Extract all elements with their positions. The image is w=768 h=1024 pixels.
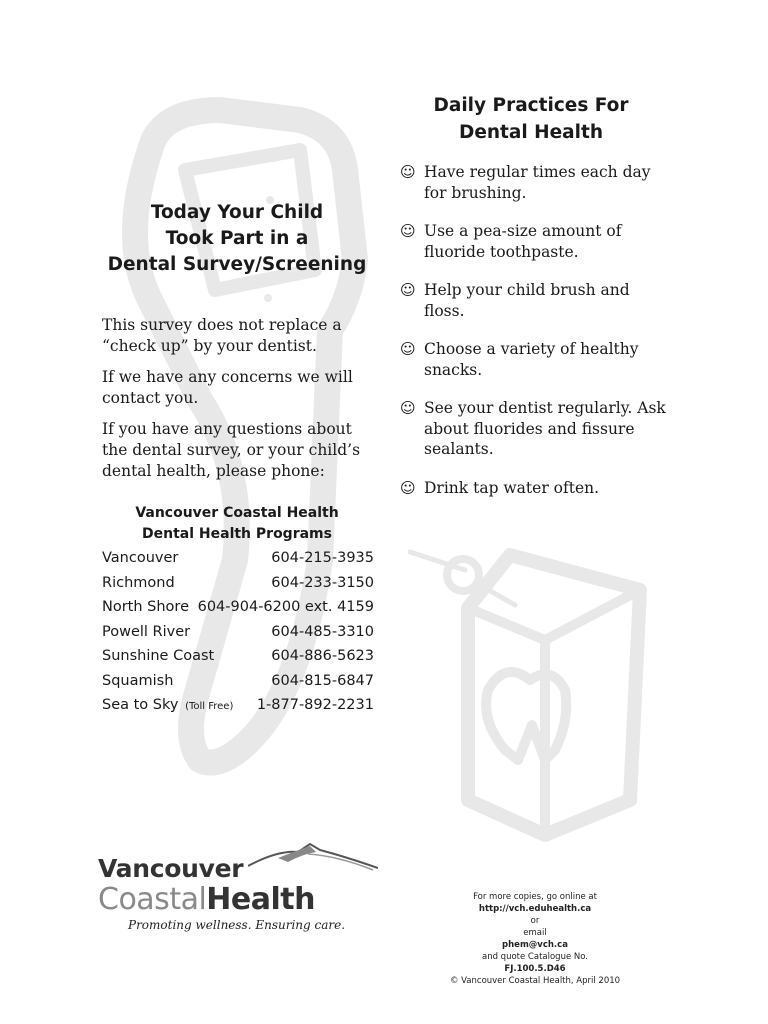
phone-location: North Shore [102,599,189,615]
footer-text: or [530,916,540,926]
logo-health: Health [206,882,315,917]
practice-text: Choose a variety of healthy snacks. [424,340,639,379]
footer-text: and quote Catalogue No. [481,952,588,962]
logo-tagline: Promoting wellness. Ensuring care. [128,918,346,932]
smiley-icon: ☺ [400,399,416,417]
footer-line-copies [380,891,690,927]
footer-text: email [523,928,547,938]
logo-wordmark-bottom [98,882,315,917]
organization-heading [96,503,378,545]
smiley-icon: ☺ [400,478,416,497]
smiley-icon: ☺ [400,222,416,240]
phone-row [102,673,374,698]
floss-box-icon [410,552,640,835]
phone-number: 604-904-6200 ext. 4159 [197,599,374,615]
smiley-icon: ☺ [400,340,416,358]
survey-title [96,200,378,278]
footer-info [380,891,690,987]
practice-text: See your dentist regularly. Ask about fluorides and fissure sealants. [424,399,666,458]
practice-text: Drink tap water often. [424,478,600,497]
practice-item [400,398,675,460]
phone-location: Sunshine Coast [102,648,215,664]
phone-location [102,697,233,713]
footer-line-email [380,927,690,975]
vch-logo [98,838,378,938]
practices-title [400,92,662,146]
phone-location: Richmond [102,574,175,591]
phone-row [102,550,374,575]
mountain-icon [248,838,378,878]
practice-item [400,162,675,203]
practices-title-line: Daily Practices For [433,95,629,116]
paragraph-concerns: If we have any concerns we will contact you. [102,368,353,407]
phone-number: 604-886-5623 [271,648,374,664]
phone-location-name: Sea to Sky [102,697,179,713]
phone-row [102,575,374,600]
survey-title-line: Took Part in a [165,228,309,249]
logo-coastal: Coastal [98,882,207,917]
smiley-icon: ☺ [400,281,416,299]
practice-item [400,221,675,262]
practices-list [400,162,675,516]
footer-url: http://vch.eduhealth.ca [478,904,592,914]
practice-item [400,339,675,380]
practice-text: Have regular times each day for brushing. [424,163,651,202]
survey-title-line: Today Your Child [150,202,324,223]
footer-email: phem@vch.ca [502,940,568,950]
practices-title-line: Dental Health [458,122,604,143]
phone-number: 604-485-3310 [271,623,374,640]
phone-location: Powell River [102,623,191,640]
practice-item [400,478,675,499]
paragraph-checkup: This survey does not replace a “check up” by your dentist. [102,316,342,355]
phone-row [102,648,374,673]
phone-location: Vancouver [102,550,179,566]
survey-paragraphs [102,315,380,492]
footer-catalogue: FJ.100.5.D46 [504,964,566,974]
phone-list [102,550,374,722]
smiley-icon: ☺ [400,163,416,181]
practice-item [400,280,675,321]
footer-text: For more copies, go online at [473,892,597,902]
phone-row [102,697,374,722]
survey-title-line: Dental Survey/Screening [107,254,367,275]
phone-number: 604-215-3935 [271,550,374,566]
paragraph-questions: If you have any questions about the dental survey, or your child’s dental health, please phone: [102,420,361,480]
phone-number: 604-233-3150 [271,574,374,591]
footer-copyright: © Vancouver Coastal Health, April 2010 [449,976,621,986]
org-name: Vancouver Coastal Health [135,505,339,521]
phone-row [102,624,374,649]
phone-number: 604-815-6847 [271,672,374,689]
practice-text: Use a pea-size amount of fluoride toothpaste. [424,222,622,261]
phone-row [102,599,374,624]
practice-text: Help your child brush and floss. [424,281,630,320]
logo-wordmark-top: Vancouver [98,854,244,883]
phone-location: Squamish [102,672,174,689]
phone-number: 1-877-892-2231 [256,697,374,713]
toll-free-note: (Toll Free) [185,701,234,712]
org-program: Dental Health Programs [142,526,332,542]
